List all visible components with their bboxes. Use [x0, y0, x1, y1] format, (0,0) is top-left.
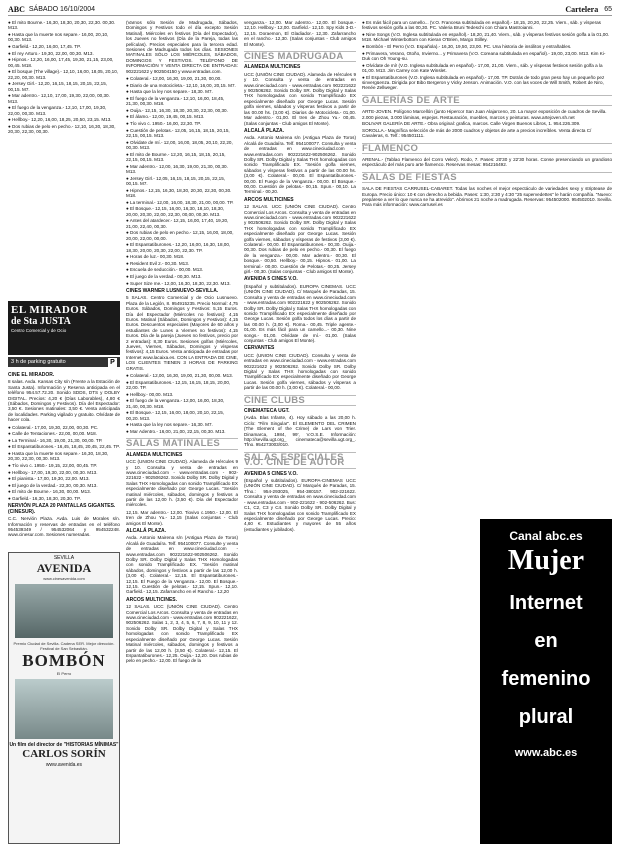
listing-item: ● Jersey Girl.- 12,05, 16,15, 18,15, 20,15, 22,15, 00,15. M7.: [126, 175, 226, 187]
listing-item: ● Tío vivo c. 1950.- 19,15, 22,00, 00,45. TP.: [8, 463, 98, 469]
parking-icon: P: [108, 358, 117, 367]
canal-mujer: Mujer: [507, 545, 585, 576]
avenida2-title: AVENIDA 5 CINES V.O.: [244, 470, 298, 477]
listing-item: ● Colateral.- 12,00, 16,30, 19,00, 21,30, 00,00. M13.: [126, 373, 233, 379]
listing-item: ● Es más fácil para un camello... (V.O. Francesa subtitulada en español).- 18,15, 20,20, 22,25. Viern., sáb. y vísperas festivos sesión golfa a las 00,30. PC. Valeria Bruni Tedeschi con Chiara Mastroianni.: [362, 20, 601, 31]
section-madrugada: CINES MADRUGADA: [244, 51, 356, 62]
listing-item: ● Antes del atardecer.- 12,15, 16,00, 17,40, 19,20, 21,00, 22,40, 00,30.: [126, 218, 229, 229]
nervion-info: C.C. Nervión Plaza. Avda. Luis de Morales s/n. Información y reservas de entradas en el teléfono 954539349 / 954532064 y 954532248. www.cinesur.com. Sesiones numeradas.: [8, 516, 120, 538]
listing-item: ● El juego de la verdad.- 00,30. M13.: [126, 274, 202, 279]
mirador-line3: Centro Comercial y de Ocio: [11, 328, 67, 333]
poster-subtitle: El Perro: [56, 671, 72, 676]
listing-item: ● El álamo.- 12,00, 19,45, 00,15. M13.: [126, 114, 205, 120]
listing-item: ● Hasta que la ley nos separe.- 18,30. M7.: [126, 89, 213, 95]
canal-web[interactable]: www.abc.es: [514, 747, 578, 759]
listing-item: ● El juego de la verdad.- 22,30, 00,30. M13.: [8, 482, 98, 488]
cinema-title: CINE EL MIRADOR.: [8, 372, 55, 378]
listing-item: ● El Bosque.- 12,15, 16,00, 16,30, 18,10, 18,30, 20,00, 20,30, 22,00, 22,30, 00,00, 00,30. M13.: [126, 206, 225, 217]
listing-item: ● Nine Songs (V.O. Inglesa subtitulada en español).- 18,20, 21,40. Viern., sáb. y vísperas festivos sesión golfa a la 01,00. M18. Michael Winterbottom con Kieran O'Brien, Margo Stilley.: [362, 32, 610, 43]
poster-title: BOMBÓN: [22, 651, 106, 670]
listing-item: ● El fuego de la venganza.- 12,10, 17,00, 19,30, 22,00, 00,30. M13.: [8, 105, 107, 116]
col2-listings: [126, 76, 238, 286]
canal-mujer-ad[interactable]: [480, 519, 612, 844]
listing-item: ● Bombón - El Perro (V.O. Española).- 16,30, 19,50, 23,00. PC. Una historia de insólitos y entrañables.: [362, 44, 572, 49]
listing-item: ● Mar adentro.- 12,10, 17,00, 19,30, 22,00, 00,30. M13.: [8, 93, 110, 104]
poster-director-line: Un film del director de "HISTORIAS MÍNIMAS": [9, 742, 119, 748]
alameda-info: UCC (UNION CINE CIUDAD). Alameda de Hércules 9 y 10. Consulta y venta de entradas en www.cineciudad.com - www.entradas.com - 902-221622 - 902506262. Sonido Dolby SR. Dolby Digital y Salas THX Homologadas con sonido Tramplificado EX especialmente diseñado por George Lucas. "Sesión matinal miércoles, sábados, domingos y festivos a partir de las 12,00 h. (3,50 €). Día del Espectador miércoles.: [126, 459, 238, 508]
listing-item: ● Garfield.- 12,20, 16,00, 17,45. TP.: [8, 44, 81, 49]
lusnuevo-title: CINES WARNER LUSNUEVO-SEVILLA.: [126, 288, 219, 294]
col2-intro: (Varnos sólo Sesión de Madrugada, Sábados, Domingos y Festivos todo el día excepto Sesión Matinal). Miércoles en festivos (Día del Espectador), los Jueves no festivos (Día de la Pareja, todas las películas). Precios especiales para la tercera edad. Sesiones de Madrugada todos los días. SESIONES MATINALES SÓLO LOS MIÉRCOLES, SÁBADOS, DOMINGOS Y FESTIVOS. TELÉFONO DE INFORMACIÓN Y VENTA DIRECTA DE ENTRADAS: 902221622 y 902504150 y www.entradas.com.: [126, 20, 238, 74]
col3-intro: venganza.- 12,00. Mar adentro.- 12,00. El bosque.- 12,10. Hellboy.- 12,00. Garfield.- 12,10. Spy Kids 3-D.- 12,15. Doraemon, El Gladiador.- 12,30. Zafarrancho en el rancho.- 12,30. (Salas conjuntas - Club amigos El Monte).: [244, 20, 356, 47]
alcala-info: Avda. Antonio Mairena s/n (Antigua Plaza de Toros) Alcalá de Guadaíra. Telf. 954100077. Consulte y venta de entradas en www.cineciudad.com - www.entradas.com 902221622-902506262. Sonido Dolby SR. Dolby Digital y Salas THX Homologadas con sonido Tramplificado EX. "Sesión matinal sábados, domingos y festivos a partir de las 12,00 h. (3,00 €). Colateral.- 12,15. El Espantatiburones.- 12,15. El Fuego de la Venganza.- 12,00. El Bosque.- 12,15. Cuestión de pelotas.- 12,15. Spun.- 12,10. Garfield.- 12,15. Zafarrancho en el Rancho.- 12,20: [126, 535, 238, 595]
listing-item: ● Hasta que la muerte nos separe.- 16,30, 18,30, 20,30, 22,30, 00,30. M13.: [8, 451, 109, 462]
listing-item: ● Colateral.- 17,00, 19,30, 22,00, 00,30. PC.: [8, 424, 99, 430]
canal-line4: plural: [518, 706, 574, 728]
section-flamenco: FLAMENCO: [362, 143, 612, 154]
listing-item: ● Hipnos.- 12,15, 16,30, 18,30, 20,30, 22,30, 00,30. M18.: [126, 187, 232, 199]
listing-item: ● Jersey Girl.- 12,20, 16,15, 18,15, 20,15, 22,15, 00,15. M7.: [8, 81, 108, 92]
listing-item: ● Garfield.- 16,30, 18,30, 20,30. TP.: [8, 496, 81, 501]
poster-photo-bottom: [15, 679, 113, 739]
alameda-title: ALAMEDA MULTICINES: [126, 451, 183, 458]
section-fiestas: SALAS DE FIESTAS: [362, 172, 612, 183]
listing-item: ● Mar adentro.- 12,00, 16,30, 19,00, 21,30, 00,30. M13.: [126, 163, 228, 175]
poster-web1: www.cinesavenida.com: [43, 576, 85, 581]
avenida-title: AVENIDA 5 CINES V.O.: [244, 276, 298, 283]
listing-item: ● Olvidate de mí.- 12,00, 16,00, 18,05, 20,10, 22,20, 00,30. M13.: [126, 139, 233, 151]
column-1-mid: [8, 370, 120, 548]
listing-item: ● Colateral.- 12,00, 16,30, 19,00, 21,30, 00,00.: [126, 76, 222, 82]
canal-line1: Internet: [509, 592, 583, 614]
alameda-items: 12,15. Mar adentro.- 12,00. Tiovivo c.1950.- 12,00. El tren de Zhou Yu.- 12,15 (Salas conjuntas - Club amigos El Monte).: [126, 509, 238, 526]
listing-item: ● El Espantatiburones.- 16,45, 18,45, 20,45, 22,45. TP.: [8, 444, 120, 450]
arcos-info-2: 12 SALAS. UCC (UNIÓN CINE CIUDAD). Centro Comercial Los Arcos. Consulta y venta de entradas en www.cineciudad.com - www.entradas.com 902221622 y 902506262. Sonido Dolby SR. Dolby Digital y Salas THX homologadas con sonido Tramplificado EX especialmente diseñado por George Lucas. Sesión golfa viernes, sábados y vísperas de festivos (3,00 €). Colateral.- 00,00. El Espantatiburones.- 00,30. Ouija.- 00,30. Dos rubias de pelo en pecho.- 00,30. El fuego de la venganza.- 00,00. Mar adentro.- 00,30. El bosque.- 00,50. Hellboy.- 00,15. Hipnos.- 01,00. La terminal.- 00,00. Cuestión de Pelotas.- 00,25. Jersey girl.- 00,30. (Salas conjuntas - Club amigos El Monte).: [244, 204, 356, 275]
alameda-info-2: UCC (UNIÓN CINE CIUDAD). Alameda de Hércules 9 y 10. Consulta y venta de entradas en www.cineciudad.com - www.entradas.com 902221622 y 902506262. Sonido Dolby SR. Dolby Digital y Salas THX homologadas con sonido Tramplificado EX especialmente diseñado por George Lucas. Sesión golfa viernes, sábados y vísperas festivos a partir de las 00.00 hs. (3,00 €). Diarios de Motocicleta.- 01,00. Mar adentro.- 01,00. El tren de Zhou Yu.- 00,45. (Salas conjuntas - Club amigos El Monte).: [244, 71, 356, 126]
listing-item: ● Dos rubias de pelo en pecho.- 12,15, 16,00, 18,00, 20,00, 22,00, 00,00.: [126, 230, 234, 241]
listing-item: ● Calle de Tentaciones.- 22,00, 00,00. M18.: [8, 431, 98, 437]
poster-web2: www.avenida.es: [45, 762, 83, 768]
listing-item: ● El Espantatiburones.- 12,15, 16,15, 18,15, 20,00, 22,00. TP.: [126, 379, 231, 391]
lusnuevo-info: 5 SALAS. Centro Comercial y de Ocio Lusnuevo. Plaza de la Legión, 8. 954915235. Precio Normal: 4,75 Euros. Sábados, Domingos y Festivos: 5,15 Euros. Día del Espectador (Miércoles no festivos): 4,15 Euros. Matinal (Sábados, Domingos y Festivos): 4,15 Euros. Descuentos especiales (Mayores de 60 años y estudiantes de Lunes a Viernes no festivos): 4,15 Euros. Día de la pareja (Jueves no festivos, precio por 2 entradas): 8,30 Euros. Sesiones golfas (Miércoles, Jueves, Viernes, Sábados, Domingos y vísperas festivos): 4,15 Euros. Venta anticipada de entradas por Internet www.lacaixa.es. CON LA ENTRADA DE CINE, LOS CLIENTES TIENEN 3 HORAS DE PARKING GRATIS.: [126, 295, 238, 371]
listing-item: ● Primavera, Verano, Otoño, Invierno... y Primavera (V.O. Coreana subtitulada en español).- 19,00, 23,00. M13. Kim Ki-Duk con Oh Young-su.: [362, 50, 606, 61]
alcala-title-2: ALCALÁ PLAZA.: [244, 127, 284, 134]
listing-item: ● Mar Adentro.- 16,00, 21,00, 22,15, 00,30. M13.: [126, 428, 226, 434]
poster-awards: Premio Ciudad de Sevilla. Cadena SER. Mejor dirección. Festival de San Sebastián.: [13, 641, 115, 651]
gallery-item: BOLIVAR GALERÍA DE ARTE.- Obra original: grafica, marcos. Calle Virgen Buenos Libros, 1. 954.226.309.: [362, 121, 581, 127]
alcala-info-2: Avda. Antonio Mairena s/n (Antigua Plaza de Toros) Alcalá de Guadaíra. Telf. 954100077. Consulta y venta de entradas en www.cineciudad.com - www.entradas.com 902221622-902506262. Sonido Dolby SR. Dolby Digital y Salas THX homologadas con sonido Tramplificado EX. "Sesión golfa viernes, sábados y vísperas festivos a partir de las 00.00 hs. (3,00 €). Colateral.- 00,00. El Espantatiburones.- 00,00. El Fuego de la Venganza.- 00,00. El Bosque.- 00,00. Cuestión de pelotas.- 00,15. Spun.- 00,10. La Terminal.- 00,20.: [244, 135, 356, 195]
listing-item: ● Cuestión de pelotas.- 12,05, 16,15, 18,15, 20,15, 22,15, 00,15. M13.: [126, 127, 230, 139]
listing-item: ● Hellboy.- 00,00. M13.: [126, 391, 174, 397]
mirador-line2: de Sta JUSTA: [11, 316, 71, 327]
poster-brand: AVENIDA: [36, 561, 92, 575]
gallery-item: ARTE-JOVEN. Polígono Marcellón (junto Hipercor San Juan Alajarceno, 20. La mayor exposición de cuadros de Sevilla. 2.000 piezas, 3.000 láminas, espejos. Restauración, muebles, marcos y peinturas. www.artejoven.sh.net: [362, 109, 607, 120]
listing-item: ● El mito de Bourne.- 16,30, 00,00. M13.: [8, 489, 91, 495]
col4-listings: [362, 20, 612, 91]
fiestas-info: SALA DE FIESTAS CARRUSEL-CABARET. Todas las noches el mejor espectáculo de variedades sexy y striptease de Europa. Precio único: 10 € con derecho a bebida. Pases: 1:30, 2:30 y 4:30 "25 supervedettes" le harán compañía. "Nuevo: prepárese a ver lo que nunca se ha atrevido". Abrimos 21 noche a madrugada. Reservas: 954502000. 954502010. Sevilla. Para más información: www.carrusel.es: [362, 186, 612, 208]
listing-item: ● Dos rubias de pelo en pecho.- 12,10, 16,30, 18,30, 20,30, 22,30, 00,30.: [8, 123, 116, 135]
avenida2-info: (Español y subtitulados). EUROPA-CINEMAS UCC (UNIÓN CINE CIUDAD). C/ Marqués de Paradas, 15. Tfno.: 954-293025, 954-380157. 902-221622. Consulta y venta de entradas en www.cineciudad.com - www.entradas.com - 902-221622 - 902-506262. Bus: C1, C2, C3 y C4. Sonido Dolby SR. Dolby Digital y Salas THX homologadas con sonido Tramplificado EX especialmente diseñado por George Lucas. Precio: 4,60 €. Estudiantes y mayores de 55 años (estudiantes y jubilados).: [244, 478, 356, 532]
bombon-poster-ad[interactable]: [8, 552, 120, 844]
listing-item: ● Hipnos.- 12,20, 16,00, 17,45, 19,30, 21,15, 23,00, 00,45. M18.: [8, 57, 114, 68]
listing-item: ● El rey Arturo.- 19,30, 22,00, 00,30. M13.: [8, 50, 94, 56]
canal-line2: en: [534, 630, 558, 652]
listing-item: ● La terminal.- 12,00, 16,00, 18,30, 21,00, 00,00. TP.: [126, 199, 234, 205]
listing-item: ● Olvídate de mí! (V.O. Inglesa subtitulada en español).- 17,00, 21,00. Viern., sáb. y vísperas festivos sesión golfa a la 01,00. M13. Jim Carrey con Kate Winslet.: [362, 62, 603, 73]
listing-item: ● Hasta que la muerte nos separe.- 16,00, 20,10, 00,30. M13.: [8, 32, 109, 43]
poster-city: SEVILLA: [53, 555, 75, 561]
cinemateca-title: CINEMATECA UGT.: [244, 408, 290, 414]
cervantes-info: UCC (UNION CINE CIUDAD). Consulta y venta de entradas en www.cineciudad.com - www.entradas.com 902221622 y 902506262. Sonido Dolby SR. Dolby Digital y Salas THX homologadas con sonido Tramplificado EX especialmente diseñado por George Lucas. Sesión golfa viernes, sábados y vísperas a partir de las 00.00 h. (3,00 €). Colateral.- 00,00.: [244, 352, 356, 391]
listings-mid: [8, 425, 120, 502]
page-header: [8, 4, 612, 16]
listing-item: ● El fuego de la venganza.- 12,00, 16,00, 18,30, 21,40, 00,30. M18.: [126, 398, 225, 409]
listing-item: ● Escuela de seducción.- 00,00. M13.: [126, 267, 204, 273]
header-date: SÁBADO 16/10/2004: [28, 6, 96, 13]
listing-item: ● El mito Bourne.- 16,30, 18,30, 20,30, 22,30. 00,30. M13.: [8, 20, 116, 31]
section-vo: SALAS ESPECIALES V.O. CINE DE AUTOR: [244, 452, 356, 469]
cinema-info: 8 salas. Avda. Kansas City s/n (Frente a la Estación de Santa Justa). Información y Reserva anticipada en el teléfono 954.57.72.20. Sonido SDDS, DTS y DOLBY DIGITAL. Precios: 4,20 € (Días Laborables), 4,80 € (Sábados, Domingos y Festivos). Día del Espectador: 3,50 €. Sesiones matinales: 3,50 €. Venta anticipada de localidades. Parking vigilado y gratuito. Olvídate de hacer cola.: [8, 379, 120, 423]
gallery-item: SOROLLA.- Magnífica selección de más de 2000 cuadros y objetos de arte a precios increíbles. Venta directa C/ Cavaleras, 6. Telf.: 954501111.: [362, 127, 592, 139]
listing-item: ● El Espantatiburones.- 12,20, 16,00, 16,30, 18,00, 18,30, 20,00, 20,30, 22,00, 22,30. TP.: [126, 242, 231, 253]
listing-item: ● Super Size me.- 12,00, 16,30, 18,30, 22,30. M13.: [126, 280, 231, 286]
listing-item: ● El Espantatiburones (V.O. Inglesa subtitulada en español).- 17,00. TP. Dotrás de todo gran peso hay un pequeño pez sinvergüenza. Dirigida por Bibo Bergeron y Vicky Jenson. Animación. V.O. con las voces de Will Smith, Robert de Niro, Renée Zellweger.: [362, 74, 605, 91]
canal-label: Canal abc.es: [509, 529, 583, 543]
listing-item: ● Hellboy.- 12,20, 16,00, 18,25, 20,50, 23,15. M13.: [8, 117, 112, 123]
galerias-list: [362, 109, 612, 138]
section-galerias: GALERÍAS DE ARTE: [362, 95, 612, 106]
listing-item: ● Horas de luz.- 00,30. M18.: [126, 254, 185, 260]
listing-item: ● El fuego de la venganza.- 12,10, 16,00, 18,45, 21,30, 00,30. M18.: [126, 95, 225, 107]
listing-item: ● Resident Evil 2.- 00,30. M13.: [126, 260, 190, 266]
listings-top: [8, 20, 120, 135]
canal-line3: femenino: [501, 668, 591, 690]
listing-item: ● El Bosque.- 12,15, 16,00, 18,00, 20,10, 22,15, 00,20. M13.: [126, 410, 225, 421]
newspaper-brand: ABC: [8, 5, 25, 14]
poster-photo-top: [15, 584, 113, 638]
alameda-title-2: ALAMEDA MULTICINES: [244, 64, 301, 71]
nervion-title: NERVIÓN PLAZA 20 PANTALLAS GIGANTES. (CINESUR).: [8, 503, 116, 515]
avenida-info: (Español y subtitulados). EUROPA CINEMAS. UCC (UNIÓN CINE CIUDAD). C/ Marqués de Paradas, 15. Consulta y venta de entradas en www.cineciudad.com - www.entradas.com 902221622 y 902506262. Sonido Dolby SR. Dolby Digital y Salas THX homologadas con sonido Tramplificado EX especialmente diseñado por George Lucas. Sesión golfa todos los días a partir de las 00.00 h. (3,00 €). Roma.- 00,45. Triple agente.- 01,00. Es más fácil para un camello...- 00,30. Nine songs.- 01,00. Olvídate de mí.- 01,00. (Salas conjuntas - Club amigos El Monte).: [244, 283, 356, 343]
listing-item: ● Diario de una motocicleta.- 12,10, 16,00, 20,15. M7.: [126, 82, 236, 88]
page-number: 65: [604, 6, 612, 13]
listing-item: ● El bosque (The village).- 12,10, 16,00, 18,05, 20,10, 22,20, 00,30. M13.: [8, 69, 119, 80]
mirador-parking-bar: [8, 357, 120, 367]
mirador-line1: EL MIRADOR: [11, 304, 88, 316]
arcos-title: ARCOS MULTICINES.: [126, 596, 178, 603]
arcos-info: 12 SALAS. UCC (UNIÓN CINE CIUDAD). Centro Comercial Los Arcos. Consulta y venta de entradas en www.cineciudad.com - www.entradas.com 902221622, 902506262. Salas 1, 2, 3, 4, 5, 6, 7, 8, 9, 10, 11 y 12. Sonido Dolby SR. Dolby Digital y Salas THX homologadas con sonido Tramplificado EX especialmente diseñado por George Lucas. Sesión Matinal miércoles, sábados, domingos y festivos a partir de las 12,00 h. (3,50 €). Colateral.- 12,15. El Espantatiburones.- 12,25. Ouija.- 12,20. Dos rubias de pelo en pecho.- 12,00. El fuego de la: [126, 604, 238, 664]
section-matinales: SALAS MATINALES: [126, 438, 238, 449]
poster-director: CARLOS SORÍN: [22, 748, 106, 760]
col2-listings-2: [126, 373, 238, 434]
section-cine-clubs: CINE CLUBS: [244, 395, 356, 406]
alcala-title: ALCALÁ PLAZA.: [126, 527, 166, 534]
listing-item: ● El pianista.- 17,00, 19,30, 22,00. M13.: [8, 476, 90, 482]
listing-item: ● Ouija.- 12,15, 16,30, 18,30, 20,30, 22,30, 00,30.: [126, 107, 228, 113]
cinemateca-info: (Avda. Blas Infante, 4). Hoy sábado a las 20,00 h. Ciclo: "Film Singular". El ELEMENTO DEL CRIMEN (The Element of the Crime) de Lars von Trier. Dinamarca, 1984, 99', V.O.S.E. Información: http://sevilla.ugt.org_ cinemateca@sevilla.ugt.org_. Tfno. 954273003/010.: [244, 415, 356, 448]
listing-item: ● Hellboy.- 17,00, 19,30, 22,00, 00,30. M13.: [8, 469, 98, 475]
mirador-ad[interactable]: [8, 301, 120, 355]
arcos-title-2: ARCOS MULTICINES: [244, 196, 294, 203]
column-2: [126, 20, 238, 844]
listing-item: ● Hasta que la ley nos separe.- 16,30. M7.: [126, 422, 213, 428]
parking-text: 3 h de parking gratuito: [11, 359, 66, 365]
column-3: [244, 20, 356, 844]
cervantes-title: CERVANTES: [244, 345, 275, 352]
listing-item: ● La Terminal.- 16,30, 19,00, 21,30, 00,00. TP.: [8, 437, 103, 443]
section-title: Cartelera: [565, 5, 599, 14]
flamenco-info: ARENAL.- (Tablao Flamenco del Corro Velez). Rodo, 7. Pases: 20'30 y 22'30 horas. Conse presenciando un grandioso espectáculo del más puro arte flamenco. Reservas mesas: 954216492.: [362, 157, 612, 168]
listing-item: ● El mito de Bourne.- 12,20, 16,15, 18,15, 20,15, 22,15, 00,15. M13.: [126, 151, 226, 163]
listing-item: ● Tío vivo c. 1950.- 16,00, 22,30. TP.: [126, 121, 202, 127]
